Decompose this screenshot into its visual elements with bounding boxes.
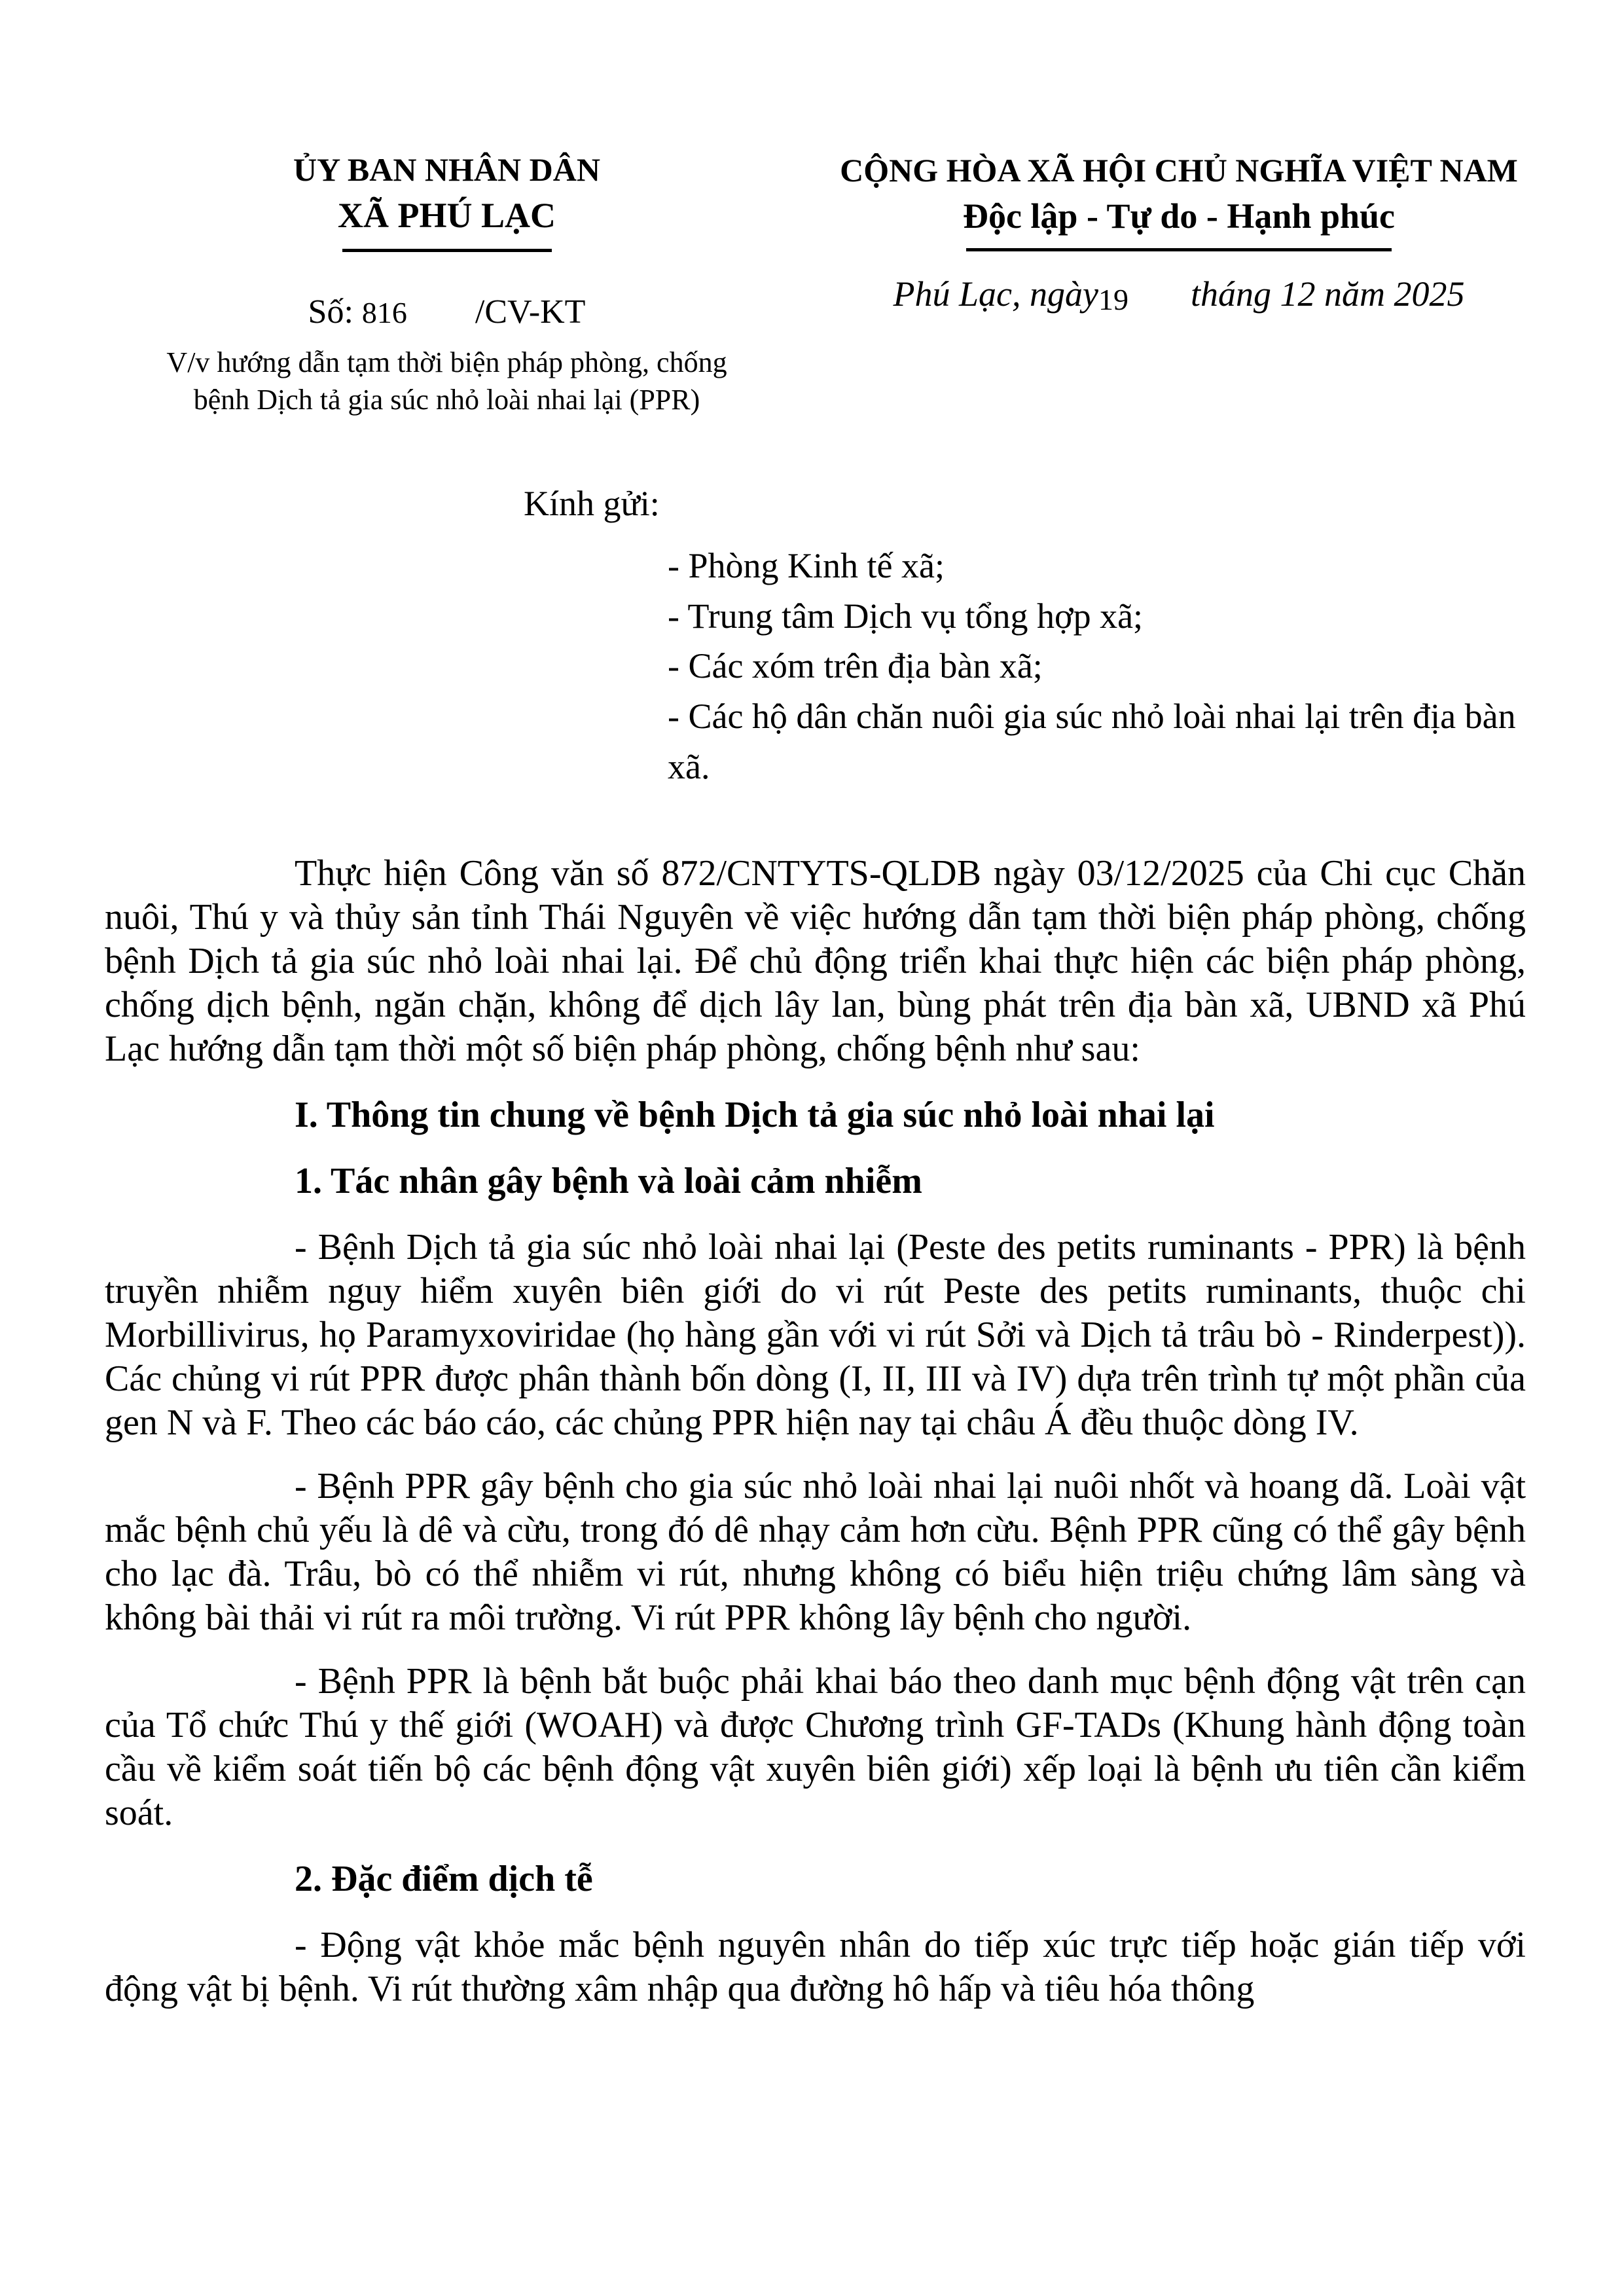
section-1-heading: I. Thông tin chung về bệnh Dịch tả gia súc nhỏ loài nhai lại — [295, 1095, 1215, 1136]
issuing-authority-name: XÃ PHÚ LẠC — [338, 196, 556, 235]
document-number-value: 816 — [361, 296, 407, 330]
document-body — [105, 852, 1526, 2011]
national-heading-block — [806, 147, 1526, 317]
place-date-line — [832, 274, 1526, 317]
issuing-authority-parent: ỦY BAN NHÂN DÂN — [293, 151, 600, 188]
national-name: CỘNG HÒA XÃ HỘI CHỦ NGHĨA VIỆT NAM — [840, 152, 1518, 189]
paragraph-ppr-definition: - Bệnh Dịch tả gia súc nhỏ loài nhai lại (Peste des petits ruminants - PPR) là bệnh truyền nhiễm nguy hiểm xuyên biên giới do vi rút Peste des petits ruminants, thuộc chi Morbillivirus, họ Paramyxoviridae (họ hàng gần với vi rút Sởi và Dịch tả trâu bò - Rinderpest)). Các chủng vi rút PPR được phân thành bốn dòng (I, II, III và IV) dựa trên trình tự một phần của gen N và F. Theo các báo cáo, các chủng PPR hiện nay tại châu Á đều thuộc dòng IV. — [105, 1227, 1526, 1444]
salutation: Kính gửi: — [524, 483, 660, 523]
paragraph-ppr-hosts: - Bệnh PPR gây bệnh cho gia súc nhỏ loài nhai lại nuôi nhốt và hoang dã. Loài vật mắc bệnh chủ yếu là dê và cừu, trong đó dê nhạy cảm hơn cừu. Bệnh PPR cũng có thể gây bệnh cho lạc đà. Trâu, bò có thể nhiễm vi rút, nhưng không có biểu hiện triệu chứng lâm sàng và không bài thải vi rút ra môi trường. Vi rút PPR không lây bệnh cho người. — [105, 1466, 1526, 1639]
recipient-item: - Các hộ dân chăn nuôi gia súc nhỏ loài nhai lại trên địa bàn xã. — [668, 697, 1516, 786]
national-motto: Độc lập - Tự do - Hạnh phúc — [962, 196, 1396, 236]
place-date-prefix: Phú Lạc, ngày — [893, 274, 1098, 314]
document-number-prefix: Số: — [308, 293, 353, 331]
recipient-list — [668, 541, 1526, 792]
document-header — [105, 147, 1526, 418]
section-1-1-heading: 1. Tác nhân gây bệnh và loài cảm nhiễm — [295, 1161, 922, 1202]
paragraph-epidemiology: - Động vật khỏe mắc bệnh nguyên nhân do tiếp xúc trực tiếp hoặc gián tiếp với động vật bị bệnh. Vi rút thường xâm nhập qua đường hô hấp và tiêu hóa thông — [105, 1925, 1526, 2010]
recipient-item: - Các xóm trên địa bàn xã; — [668, 646, 1043, 686]
document-subject-line-1: V/v hướng dẫn tạm thời biện pháp phòng, chống — [166, 346, 727, 379]
issuing-authority-block — [105, 147, 789, 418]
document-number-suffix: /CV-KT — [475, 293, 586, 331]
recipient-item: - Phòng Kinh tế xã; — [668, 546, 945, 585]
section-2-heading: 2. Đặc điểm dịch tễ — [295, 1859, 593, 1900]
paragraph-ppr-reporting: - Bệnh PPR là bệnh bắt buộc phải khai báo theo danh mục bệnh động vật trên cạn của Tổ chức Thú y thế giới (WOAH) và được Chương trình GF-TADs (Khung hành động toàn cầu về kiểm soát tiến bộ các bệnh động vật xuyên biên giới) xếp loại là bệnh ưu tiên cần kiểm soát. — [105, 1661, 1526, 1834]
day-value: 19 — [1098, 283, 1128, 317]
intro-paragraph: Thực hiện Công văn số 872/CNTYTS-QLDB ngày 03/12/2025 của Chi cục Chăn nuôi, Thú y và thủy sản tỉnh Thái Nguyên về việc hướng dẫn tạm thời biện pháp phòng, chống bệnh Dịch tả gia súc nhỏ loài nhai lại. Để chủ động triển khai thực hiện các biện pháp phòng, chống dịch bệnh, ngăn chặn, không để dịch lây lan, bùng phát trên địa bàn xã, UBND xã Phú Lạc hướng dẫn tạm thời một số biện pháp phòng, chống bệnh như sau: — [105, 853, 1526, 1070]
recipients-block — [105, 481, 1526, 792]
document-subject-line-2: bệnh Dịch tả gia súc nhỏ loài nhai lại (PPR) — [193, 383, 700, 416]
motto-underline-rule — [966, 248, 1392, 251]
place-date-suffix: tháng 12 năm 2025 — [1190, 274, 1465, 314]
recipient-item: - Trung tâm Dịch vụ tổng hợp xã; — [668, 596, 1144, 636]
authority-underline-rule — [342, 249, 552, 252]
document-number-line — [105, 293, 789, 331]
